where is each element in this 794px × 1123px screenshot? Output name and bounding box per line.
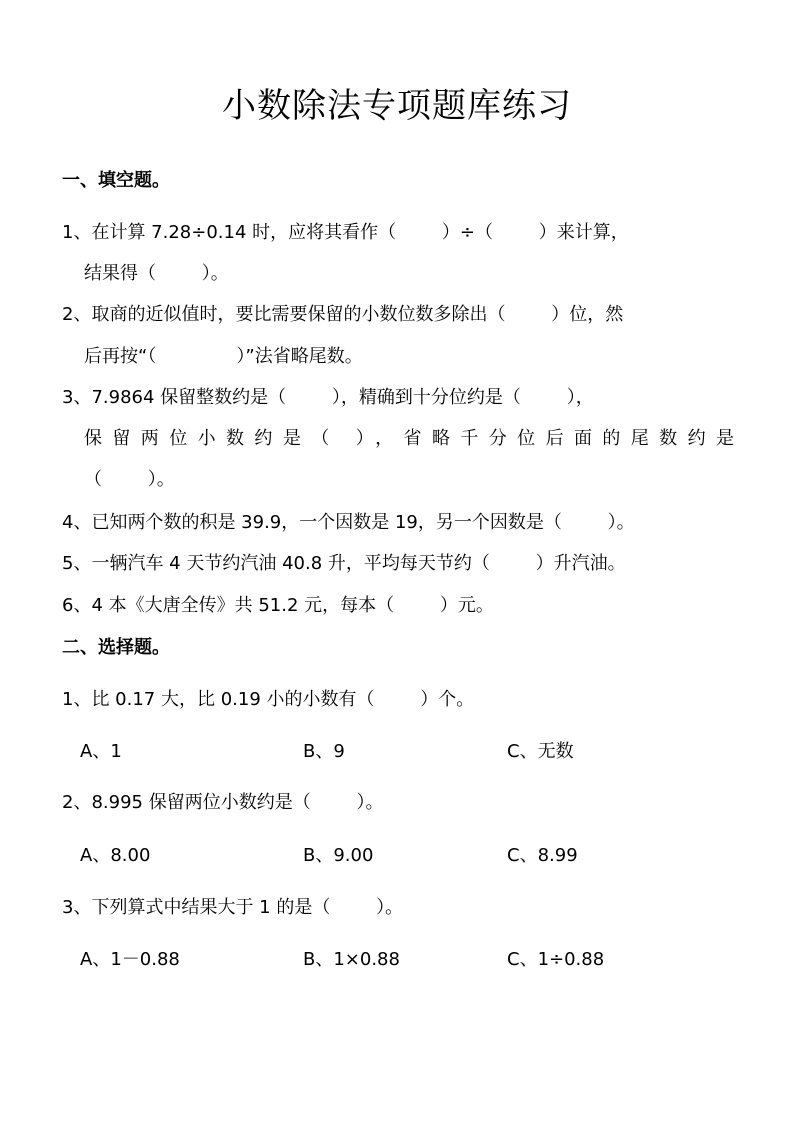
question-line: （ ）。 [84,469,175,490]
choice-option-c: C、无数 [507,741,574,762]
choice-option-a: A、1 [80,741,122,762]
question-line: 后再按“（ ）”法省略尾数。 [84,346,363,367]
choice-option-b: B、9.00 [303,845,374,866]
question-line: 2、取商的近似值时，要比需要保留的小数位数多除出（ ）位，然 [62,304,624,325]
question-line: 5、一辆汽车 4 天节约汽油 40.8 升，平均每天节约（ ）升汽油。 [62,553,626,574]
choice-option-a: A、1－0.88 [80,949,180,970]
question-line: 6、4 本《大唐全传》共 51.2 元，每本（ ）元。 [62,595,494,616]
choice-option-c: C、8.99 [507,845,578,866]
choice-question-stem: 3、下列算式中结果大于 1 的是（ ）。 [62,897,404,918]
choice-option-c: C、1÷0.88 [507,949,605,970]
section-heading-choice: 二、选择题。 [62,637,170,658]
choice-option-b: B、1×0.88 [303,949,400,970]
section-heading-fill-in: 一、填空题。 [62,170,170,191]
choice-question-stem: 2、8.995 保留两位小数约是（ ）。 [62,792,384,813]
choice-question-stem: 1、比 0.17 大，比 0.19 小的小数有（ ）个。 [62,689,475,710]
choice-option-a: A、8.00 [80,845,151,866]
page-title: 小数除法专项题库练习 [222,86,572,126]
question-line: 4、已知两个数的积是 39.9，一个因数是 19，另一个因数是（ ）。 [62,512,635,533]
choice-option-b: B、9 [303,741,345,762]
question-line: 结果得（ ）。 [84,263,229,284]
question-line: 3、7.9864 保留整数约是（ ），精确到十分位约是（ ）， [62,387,594,408]
question-line: 保留两位小数约是（ ），省略千分位后面的尾数约是 [84,428,734,449]
question-line: 1、在计算 7.28÷0.14 时，应将其看作（ ）÷（ ）来计算， [62,222,629,243]
